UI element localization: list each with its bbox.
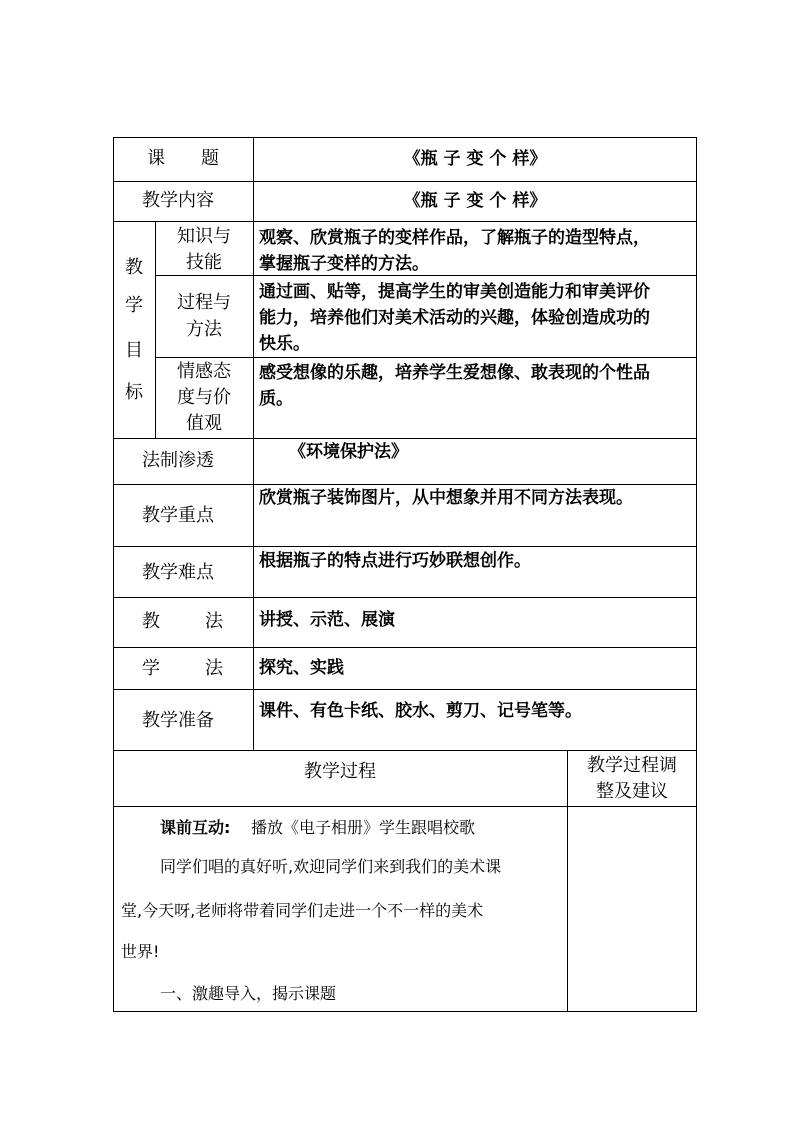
preparation-label: 教学准备 [142,710,214,731]
paragraph-line: 同学们唱的真好听,欢迎同学们来到我们的美术课 [160,857,502,876]
objective-label: 情感态 [177,361,231,382]
key-point-label: 教学重点 [142,505,214,526]
objectives-label-char: 学 [125,295,143,316]
table-border [113,597,697,598]
objective-text: 观察、欣赏瓶子的变样作品，了解瓶子的造型特点， [259,228,650,248]
key-point-value: 欣赏瓶子装饰图片，从中想象并用不同方法表现。 [259,488,633,508]
objective-text: 质。 [259,389,293,409]
section-heading: 一、激趣导入，揭示课题 [160,984,337,1003]
objective-text: 能力，培养他们对美术活动的兴趣，体验创造成功的 [259,308,650,328]
objectives-label-char: 目 [125,340,143,361]
objective-label: 值观 [186,413,222,434]
objectives-label-char: 标 [125,382,143,403]
learning-method-label-a: 学 [142,658,160,679]
objective-text: 掌握瓶子变样的方法。 [259,254,429,274]
objective-label: 度与价 [177,387,231,408]
paragraph-line: 世界! [121,942,160,961]
learning-method-label-b: 法 [205,658,223,679]
law-value: 《环境保护法》 [289,442,408,462]
table-border [155,221,156,439]
process-column-header: 教学过程 [304,761,376,782]
table-border [253,137,254,751]
objective-text: 感受想像的乐趣，培养学生爱想像、敢表现的个性品 [259,363,650,383]
teaching-method-label-b: 法 [205,611,223,632]
topic-label-b: 题 [201,148,219,169]
adjustment-column-header: 教学过程调 [587,755,677,776]
table-border [155,357,697,358]
table-border [113,546,697,547]
content-label: 教学内容 [142,190,214,211]
table-border [567,750,568,1012]
table-border [113,438,697,439]
table-border [113,806,697,807]
table-border [155,275,697,276]
topic-label-a: 课 [147,148,165,169]
table-border [113,484,697,485]
teaching-method-label-a: 教 [142,611,160,632]
table-border [113,689,697,690]
law-label: 法制渗透 [142,450,214,471]
objective-label: 知识与 [177,226,231,247]
objective-text: 快乐。 [259,334,310,354]
table-border [113,137,114,1012]
objective-text: 通过画、贴等，提高学生的审美创造能力和审美评价 [259,282,650,302]
topic-value: 《瓶 子 变 个 样》 [403,149,547,169]
teaching-method-value: 讲授、示范、展演 [259,610,395,630]
table-border [113,181,697,182]
table-border [113,750,697,751]
objective-label: 技能 [186,252,222,273]
content-value: 《瓶 子 变 个 样》 [403,191,547,211]
preparation-value: 课件、有色卡纸、胶水、剪刀、记号笔等。 [259,701,582,721]
table-border [113,221,697,222]
objectives-label-char: 教 [125,257,143,278]
difficulty-label: 教学难点 [142,562,214,583]
difficulty-value: 根据瓶子的特点进行巧妙联想创作。 [259,551,531,571]
objective-label: 过程与 [177,292,231,313]
paragraph-line: 堂,今天呀,老师将带着同学们走进一个不一样的美术 [121,901,484,920]
table-border [113,647,697,648]
learning-method-value: 探究、实践 [259,658,344,678]
table-border [696,137,697,1012]
pre-class-text: 播放《电子相册》学生跟唱校歌 [251,818,476,837]
adjustment-column-header: 整及建议 [596,781,668,802]
pre-class-label: 课前互动: [160,818,231,837]
objective-label: 方法 [186,319,222,340]
table-border [113,1011,697,1012]
table-border [113,137,697,138]
